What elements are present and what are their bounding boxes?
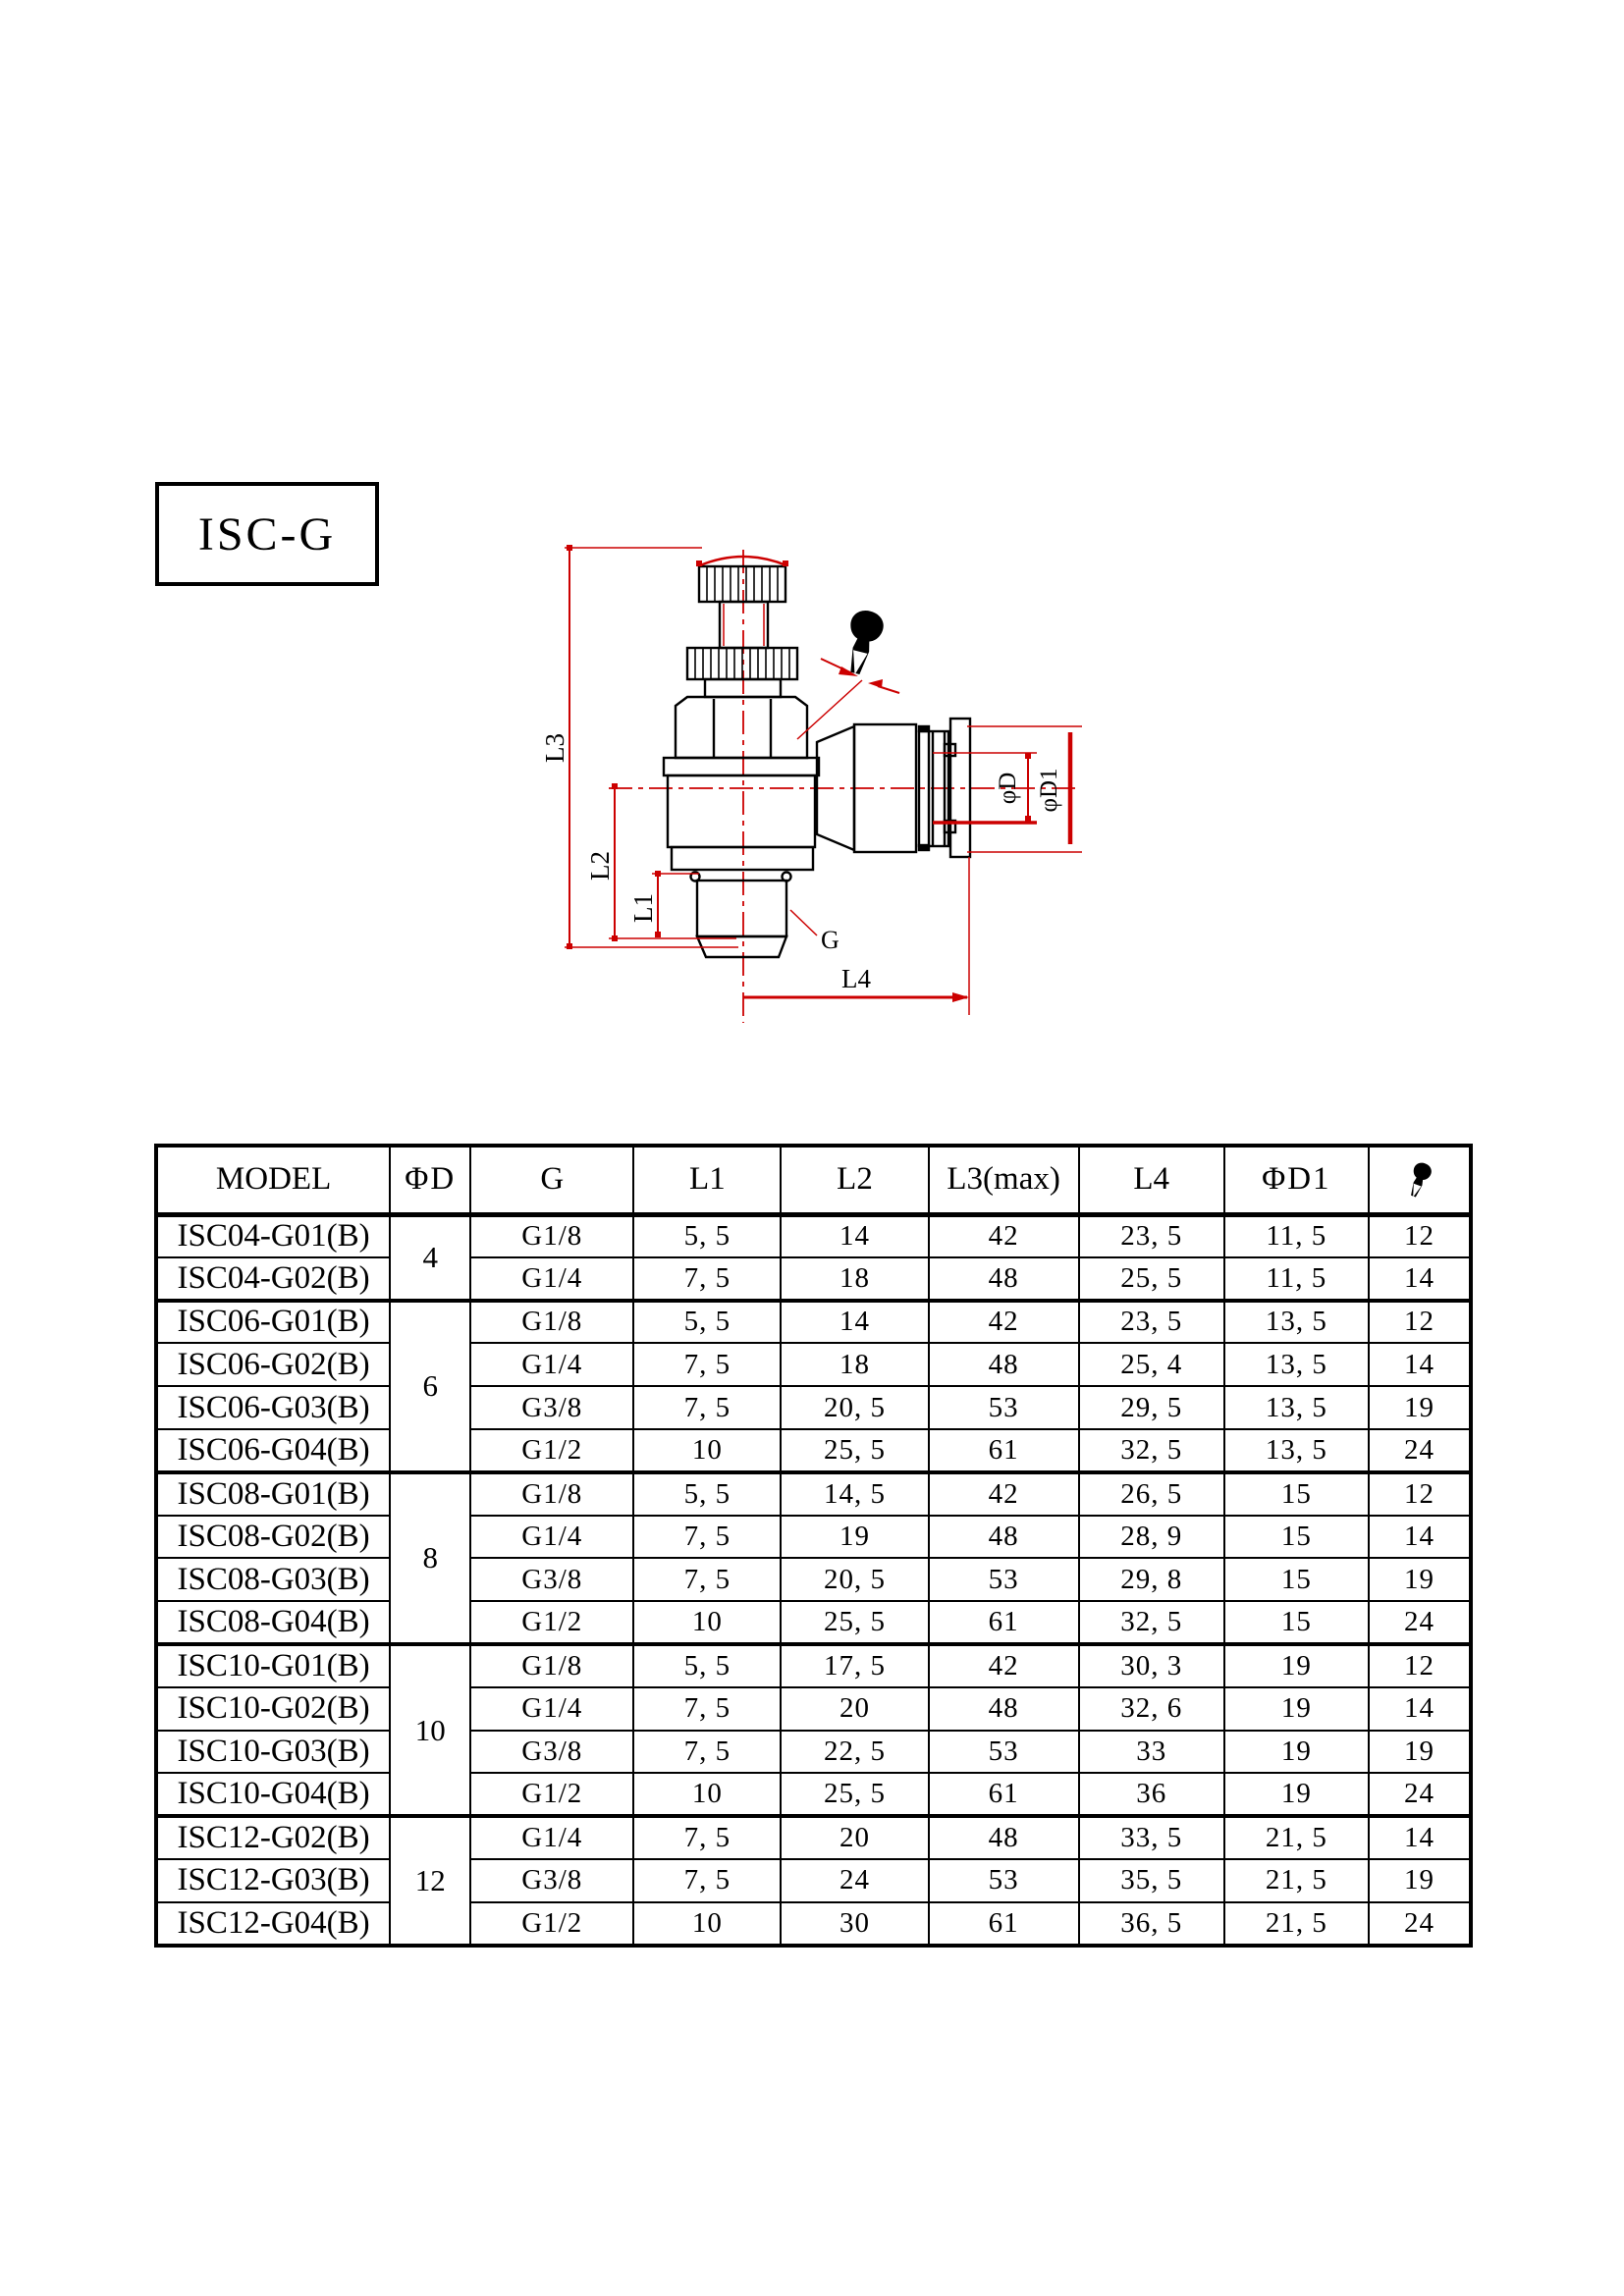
cell-l1: 7, 5 (633, 1859, 781, 1902)
dimension-labels (540, 733, 1062, 993)
cell-wrench-size: 19 (1369, 1859, 1471, 1902)
label-l2: L2 (585, 851, 615, 881)
cell-phid1: 11, 5 (1224, 1257, 1369, 1301)
cell-g: G3/8 (470, 1386, 633, 1429)
cell-g: G1/2 (470, 1902, 633, 1946)
cell-wrench-size: 12 (1369, 1472, 1471, 1516)
cell-l4: 25, 5 (1079, 1257, 1224, 1301)
cell-l1: 7, 5 (633, 1731, 781, 1774)
cell-model: ISC04-G02(B) (156, 1257, 390, 1301)
cell-phid1: 15 (1224, 1558, 1369, 1601)
label-d: φD (995, 772, 1021, 805)
table-row (156, 1429, 1471, 1472)
header-l1: L1 (633, 1146, 781, 1214)
cell-wrench-size: 24 (1369, 1429, 1471, 1472)
cell-l3max: 61 (929, 1601, 1079, 1644)
table-row (156, 1558, 1471, 1601)
cell-phid1: 15 (1224, 1472, 1369, 1516)
table-row (156, 1773, 1471, 1816)
table-row (156, 1687, 1471, 1731)
cell-l4: 23, 5 (1079, 1301, 1224, 1344)
cell-phid1: 19 (1224, 1644, 1369, 1687)
cell-l4: 26, 5 (1079, 1472, 1224, 1516)
cell-l2: 18 (781, 1343, 928, 1386)
table-row (156, 1257, 1471, 1301)
cell-model: ISC10-G04(B) (156, 1773, 390, 1816)
cell-l1: 7, 5 (633, 1816, 781, 1859)
cell-l1: 10 (633, 1773, 781, 1816)
cell-l4: 23, 5 (1079, 1214, 1224, 1257)
cell-wrench-size: 19 (1369, 1386, 1471, 1429)
cell-model: ISC08-G03(B) (156, 1558, 390, 1601)
cell-l2: 18 (781, 1257, 928, 1301)
cell-g: G1/8 (470, 1214, 633, 1257)
cell-l2: 20 (781, 1816, 928, 1859)
label-g: G (821, 926, 839, 954)
cell-model: ISC06-G02(B) (156, 1343, 390, 1386)
cell-l1: 7, 5 (633, 1516, 781, 1559)
cell-phid1: 15 (1224, 1601, 1369, 1644)
valve-outline (664, 566, 970, 957)
wrench-mark-icon (839, 608, 887, 679)
cell-g: G1/8 (470, 1301, 633, 1344)
cell-wrench-size: 12 (1369, 1214, 1471, 1257)
cell-l3max: 48 (929, 1816, 1079, 1859)
cell-phid1: 21, 5 (1224, 1859, 1369, 1902)
cell-g: G1/4 (470, 1343, 633, 1386)
table-row (156, 1601, 1471, 1644)
cell-l1: 5, 5 (633, 1214, 781, 1257)
cell-wrench-size: 24 (1369, 1773, 1471, 1816)
table-row (156, 1386, 1471, 1429)
cell-wrench-size: 19 (1369, 1731, 1471, 1774)
cell-l2: 25, 5 (781, 1773, 928, 1816)
cell-l3max: 42 (929, 1644, 1079, 1687)
cell-l1: 7, 5 (633, 1343, 781, 1386)
cell-l1: 10 (633, 1902, 781, 1946)
cell-l4: 28, 9 (1079, 1516, 1224, 1559)
cell-g: G1/8 (470, 1644, 633, 1687)
cell-g: G1/4 (470, 1687, 633, 1731)
cell-l4: 25, 4 (1079, 1343, 1224, 1386)
cell-l3max: 48 (929, 1516, 1079, 1559)
cell-l3max: 42 (929, 1472, 1079, 1516)
cell-l3max: 42 (929, 1214, 1079, 1257)
cell-l4: 33 (1079, 1731, 1224, 1774)
cell-model: ISC08-G01(B) (156, 1472, 390, 1516)
cell-l2: 14, 5 (781, 1472, 928, 1516)
header-wrench (1369, 1146, 1471, 1214)
cell-g: G1/2 (470, 1773, 633, 1816)
cell-l4: 29, 8 (1079, 1558, 1224, 1601)
label-l4: L4 (841, 964, 871, 993)
cell-phid1: 13, 5 (1224, 1343, 1369, 1386)
cell-phid1: 13, 5 (1224, 1429, 1369, 1472)
cell-l4: 32, 6 (1079, 1687, 1224, 1731)
cell-model: ISC12-G02(B) (156, 1816, 390, 1859)
table-row (156, 1301, 1471, 1344)
cell-l2: 25, 5 (781, 1601, 928, 1644)
table-row (156, 1516, 1471, 1559)
cell-wrench-size: 14 (1369, 1687, 1471, 1731)
cell-l2: 22, 5 (781, 1731, 928, 1774)
cell-model: ISC12-G03(B) (156, 1859, 390, 1902)
cell-phid: 4 (390, 1214, 470, 1301)
header-l2: L2 (781, 1146, 928, 1214)
cell-l3max: 53 (929, 1558, 1079, 1601)
cell-wrench-size: 24 (1369, 1902, 1471, 1946)
cell-l4: 30, 3 (1079, 1644, 1224, 1687)
cell-model: ISC06-G03(B) (156, 1386, 390, 1429)
cell-model: ISC06-G04(B) (156, 1429, 390, 1472)
cell-g: G1/2 (470, 1601, 633, 1644)
cell-l3max: 61 (929, 1429, 1079, 1472)
cell-l3max: 53 (929, 1386, 1079, 1429)
header-l4: L4 (1079, 1146, 1224, 1214)
cell-model: ISC04-G01(B) (156, 1214, 390, 1257)
cell-l1: 7, 5 (633, 1558, 781, 1601)
label-l1: L1 (628, 893, 658, 923)
cell-l4: 32, 5 (1079, 1429, 1224, 1472)
cell-g: G3/8 (470, 1558, 633, 1601)
header-l3max: L3(max) (929, 1146, 1079, 1214)
cell-g: G1/8 (470, 1472, 633, 1516)
cell-l4: 36 (1079, 1773, 1224, 1816)
cell-l2: 19 (781, 1516, 928, 1559)
cell-model: ISC10-G03(B) (156, 1731, 390, 1774)
cell-l2: 20, 5 (781, 1558, 928, 1601)
cell-wrench-size: 14 (1369, 1516, 1471, 1559)
cell-l1: 10 (633, 1429, 781, 1472)
cell-l4: 35, 5 (1079, 1859, 1224, 1902)
cell-l4: 33, 5 (1079, 1816, 1224, 1859)
cell-phid1: 19 (1224, 1687, 1369, 1731)
cell-phid1: 21, 5 (1224, 1902, 1369, 1946)
cell-l2: 20, 5 (781, 1386, 928, 1429)
wrench-icon (1406, 1160, 1433, 1196)
table-row (156, 1731, 1471, 1774)
cell-phid: 8 (390, 1472, 470, 1644)
cell-g: G1/4 (470, 1516, 633, 1559)
cell-wrench-size: 19 (1369, 1558, 1471, 1601)
cell-wrench-size: 14 (1369, 1257, 1471, 1301)
cell-g: G1/4 (470, 1816, 633, 1859)
cell-model: ISC08-G04(B) (156, 1601, 390, 1644)
cell-g: G3/8 (470, 1859, 633, 1902)
cell-phid1: 19 (1224, 1773, 1369, 1816)
cell-l3max: 48 (929, 1687, 1079, 1731)
cell-l3max: 53 (929, 1731, 1079, 1774)
cell-phid1: 21, 5 (1224, 1816, 1369, 1859)
cell-phid1: 13, 5 (1224, 1301, 1369, 1344)
cell-l2: 14 (781, 1301, 928, 1344)
cell-l4: 32, 5 (1079, 1601, 1224, 1644)
table-row (156, 1472, 1471, 1516)
series-title: ISC-G (197, 507, 337, 561)
table-row (156, 1343, 1471, 1386)
cell-model: ISC08-G02(B) (156, 1516, 390, 1559)
dimensions-table (154, 1144, 1473, 1948)
cell-l2: 14 (781, 1214, 928, 1257)
series-title-box (155, 482, 379, 586)
cell-l2: 20 (781, 1687, 928, 1731)
cell-l3max: 53 (929, 1859, 1079, 1902)
cell-wrench-size: 12 (1369, 1644, 1471, 1687)
header-g: G (470, 1146, 633, 1214)
cell-phid1: 19 (1224, 1731, 1369, 1774)
table-row (156, 1816, 1471, 1859)
cell-phid: 6 (390, 1301, 470, 1472)
cell-wrench-size: 12 (1369, 1301, 1471, 1344)
cell-wrench-size: 14 (1369, 1343, 1471, 1386)
header-phid1: ΦD1 (1224, 1146, 1369, 1214)
label-l3: L3 (540, 733, 569, 763)
cell-l1: 7, 5 (633, 1386, 781, 1429)
cell-model: ISC06-G01(B) (156, 1301, 390, 1344)
cell-l2: 24 (781, 1859, 928, 1902)
header-model: MODEL (156, 1146, 390, 1214)
cell-wrench-size: 14 (1369, 1816, 1471, 1859)
cell-l1: 10 (633, 1601, 781, 1644)
table-row (156, 1902, 1471, 1946)
cell-l1: 7, 5 (633, 1257, 781, 1301)
cell-wrench-size: 24 (1369, 1601, 1471, 1644)
table-row (156, 1644, 1471, 1687)
cell-model: ISC10-G01(B) (156, 1644, 390, 1687)
cell-phid1: 11, 5 (1224, 1214, 1369, 1257)
cell-phid1: 15 (1224, 1516, 1369, 1559)
cell-phid1: 13, 5 (1224, 1386, 1369, 1429)
cell-l1: 7, 5 (633, 1687, 781, 1731)
cell-l3max: 61 (929, 1902, 1079, 1946)
cell-model: ISC10-G02(B) (156, 1687, 390, 1731)
cell-l3max: 42 (929, 1301, 1079, 1344)
cell-phid: 10 (390, 1644, 470, 1816)
cell-l2: 17, 5 (781, 1644, 928, 1687)
technical-drawing (530, 518, 1178, 1034)
cell-l1: 5, 5 (633, 1301, 781, 1344)
cell-l1: 5, 5 (633, 1644, 781, 1687)
cell-g: G1/2 (470, 1429, 633, 1472)
cell-g: G1/4 (470, 1257, 633, 1301)
cell-model: ISC12-G04(B) (156, 1902, 390, 1946)
cell-l3max: 48 (929, 1257, 1079, 1301)
cell-l4: 29, 5 (1079, 1386, 1224, 1429)
cell-l2: 25, 5 (781, 1429, 928, 1472)
cell-phid: 12 (390, 1816, 470, 1945)
header-phid: ΦD (390, 1146, 470, 1214)
cell-l4: 36, 5 (1079, 1902, 1224, 1946)
label-d1: φD1 (1036, 768, 1062, 813)
cell-l3max: 61 (929, 1773, 1079, 1816)
cell-g: G3/8 (470, 1731, 633, 1774)
table-row (156, 1214, 1471, 1257)
cell-l3max: 48 (929, 1343, 1079, 1386)
table-header-row (156, 1146, 1471, 1214)
cell-l2: 30 (781, 1902, 928, 1946)
table-row (156, 1859, 1471, 1902)
cell-l1: 5, 5 (633, 1472, 781, 1516)
